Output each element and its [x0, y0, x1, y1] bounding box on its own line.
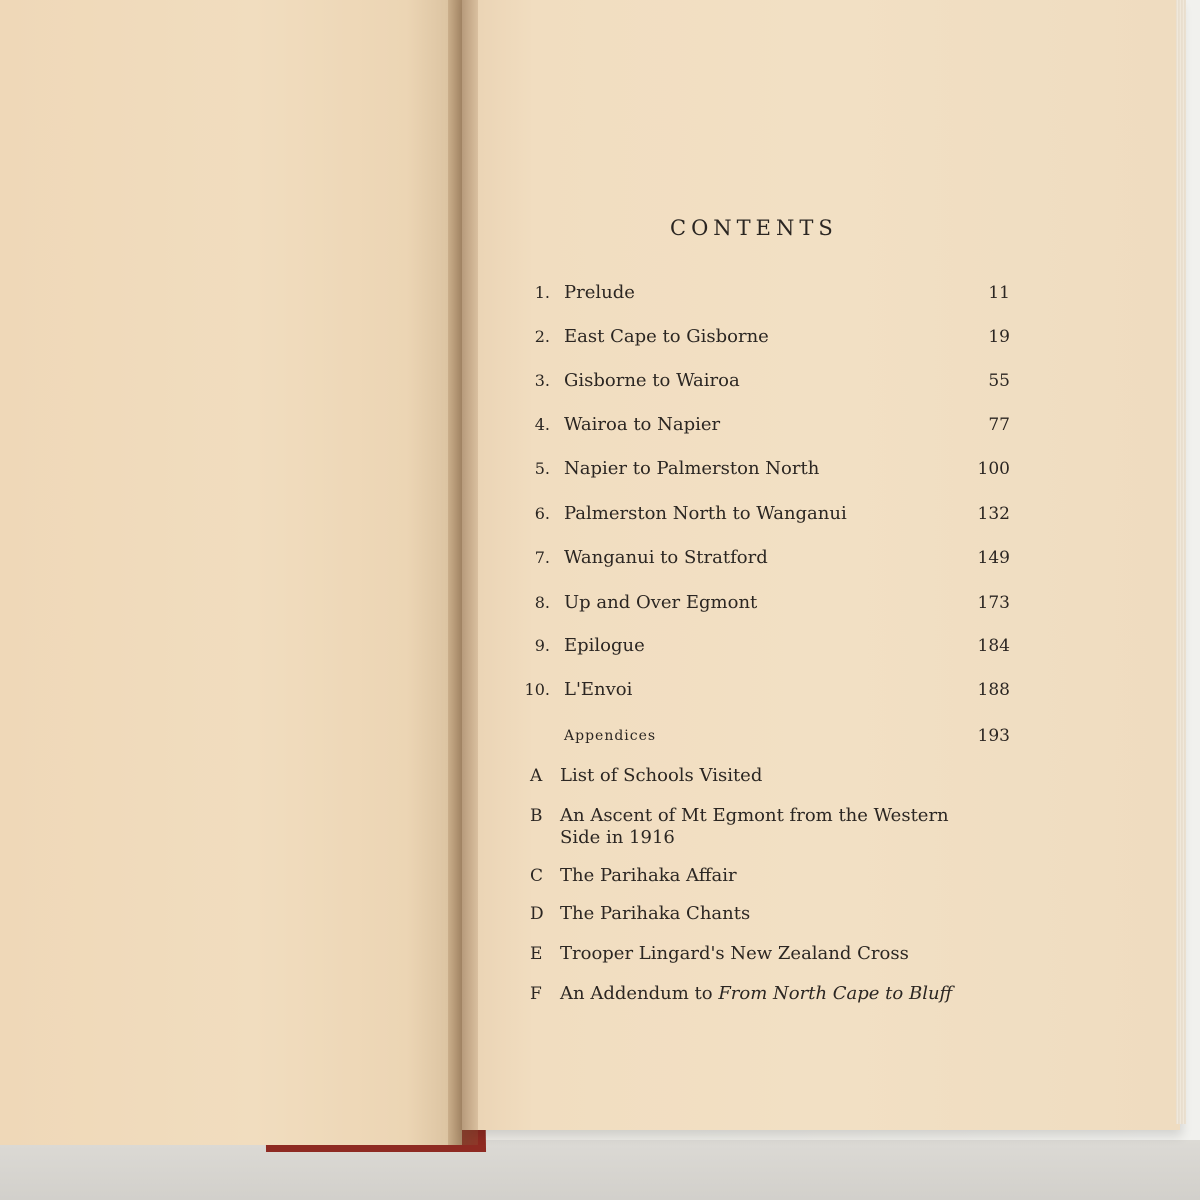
chapter-page: 184 [977, 636, 1010, 656]
chapter-number: 2. [534, 327, 550, 346]
chapter-number: 10. [524, 680, 550, 699]
chapter-page: 132 [977, 504, 1010, 524]
chapter-page: 149 [977, 548, 1010, 568]
page-edges [1176, 0, 1186, 1124]
left-page [0, 0, 462, 1145]
chapter-page: 188 [977, 680, 1010, 700]
chapter-number: 6. [534, 504, 550, 523]
appendices-heading: Appendices [564, 728, 657, 744]
chapter-page: 55 [988, 371, 1010, 391]
contents-heading: CONTENTS [670, 216, 838, 240]
chapter-title: Gisborne to Wairoa [564, 370, 740, 391]
appendix-letter: A [530, 766, 543, 786]
chapter-number: 5. [534, 459, 550, 478]
chapter-number: 8. [534, 593, 550, 612]
chapter-number: 1. [534, 283, 550, 302]
chapter-page: 19 [988, 327, 1010, 347]
chapter-number: 3. [534, 371, 550, 390]
chapter-title: Napier to Palmerston North [564, 458, 820, 479]
chapter-page: 11 [988, 283, 1010, 303]
table-surface [0, 1140, 1200, 1200]
chapter-number: 9. [534, 636, 550, 655]
appendix-title: The Parihaka Affair [560, 865, 737, 886]
appendix-letter: C [530, 866, 544, 886]
chapter-page: 77 [988, 415, 1010, 435]
appendix-letter: B [530, 806, 543, 826]
chapter-title: Epilogue [564, 635, 645, 656]
chapter-title: Prelude [564, 282, 635, 303]
chapter-title: L'Envoi [564, 679, 633, 700]
appendix-title: An Addendum to From North Cape to Bluff [560, 983, 953, 1004]
appendix-title: An Ascent of Mt Egmont from the Western Side in 1916 [560, 805, 949, 848]
chapter-number: 4. [534, 415, 550, 434]
chapter-title: Wairoa to Napier [564, 414, 721, 435]
appendix-title: The Parihaka Chants [560, 903, 751, 924]
appendix-letter: D [530, 904, 544, 924]
appendix-letter: E [530, 944, 543, 964]
appendix-letter: F [530, 984, 542, 1004]
chapter-title: Up and Over Egmont [564, 592, 758, 613]
chapter-title: Palmerston North to Wanganui [564, 503, 847, 524]
chapter-title: East Cape to Gisborne [564, 326, 769, 347]
book-gutter [448, 0, 478, 1145]
appendix-title: List of Schools Visited [560, 765, 763, 786]
chapter-title: Wanganui to Stratford [564, 547, 768, 568]
chapter-page: 100 [977, 459, 1010, 479]
chapter-page: 173 [977, 593, 1010, 613]
chapter-number: 7. [534, 548, 550, 567]
appendix-title: Trooper Lingard's New Zealand Cross [560, 943, 909, 964]
appendices-page: 193 [977, 726, 1010, 746]
